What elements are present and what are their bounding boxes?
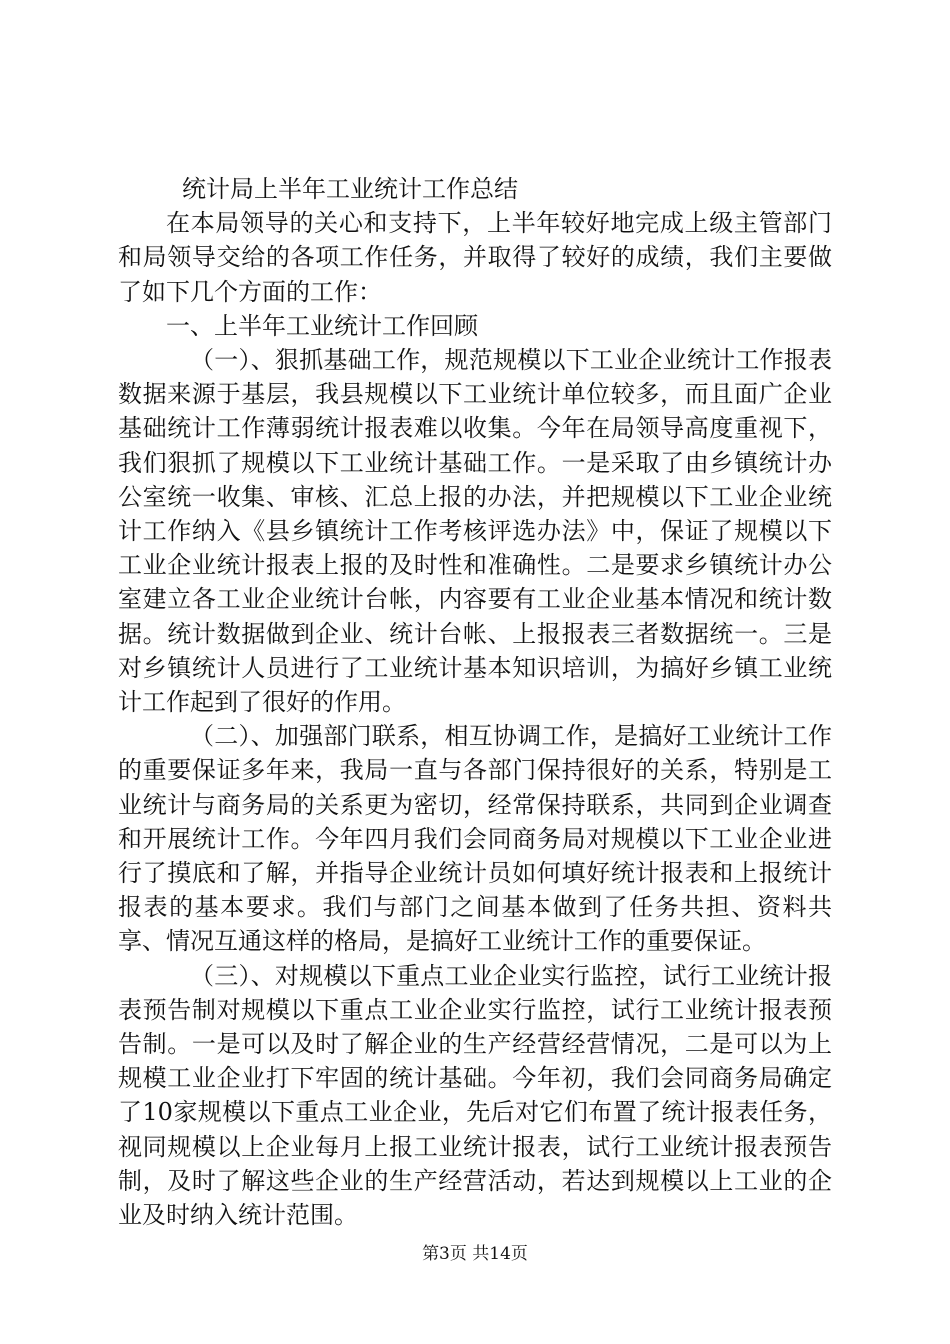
page-number-footer: 第3页 共14页	[422, 1244, 528, 1264]
document-body	[118, 172, 832, 1232]
paragraph-1: （一）、狠抓基础工作，规范规模以下工业企业统计工作报表数据来源于基层，我县规模以下工业统计单位较多，而且面广企业基础统计工作薄弱统计报表难以收集。今年在局领导高度重视下，我们狠抓了规模以下工业统计基础工作。一是采取了由乡镇统计办公室统一收集、审核、汇总上报的办法，并把规模以下工业企业统计工作纳入《县乡镇统计工作考核评选办法》中，保证了规模以下工业企业统计报表上报的及时性和准确性。二是要求乡镇统计办公室建立各工业企业统计台帐，内容要有工业企业基本情况和统计数据。统计数据做到企业、统计台帐、上报报表三者数据统一。三是对乡镇统计人员进行了工业统计基本知识培训，为搞好乡镇工业统计工作起到了很好的作用。	[118, 346, 832, 717]
document-title: 统计局上半年工业统计工作总结	[182, 175, 518, 203]
paragraph-3: （三）、对规模以下重点工业企业实行监控，试行工业统计报表预告制对规模以下重点工业企业实行监控，试行工业统计报表预告制。一是可以及时了解企业的生产经营经营情况，二是可以为上规模工业企业打下牢固的统计基础。今年初，我们会同商务局确定了10家规模以下重点工业企业，先后对它们布置了统计报表任务，视同规模以上企业每月上报工业统计报表，试行工业统计报表预告制，及时了解这些企业的生产经营活动，若达到规模以上工业的企业及时纳入统计范围。	[118, 961, 832, 1230]
paragraph-2: （二）、加强部门联系，相互协调工作，是搞好工业统计工作的重要保证多年来，我局一直与各部门保持很好的关系，特别是工业统计与商务局的关系更为密切，经常保持联系，共同到企业调查和开展统计工作。今年四月我们会同商务局对规模以下工业企业进行了摸底和了解，并指导企业统计员如何填好统计报表和上报统计报表的基本要求。我们与部门之间基本做到了任务共担、资料共享、情况互通这样的格局，是搞好工业统计工作的重要保证。	[118, 722, 832, 956]
section-heading: 一、上半年工业统计工作回顾	[166, 311, 478, 340]
intro-paragraph: 在本局领导的关心和支持下，上半年较好地完成上级主管部门和局领导交给的各项工作任务，并取得了较好的成绩，我们主要做了如下几个方面的工作：	[118, 209, 832, 306]
